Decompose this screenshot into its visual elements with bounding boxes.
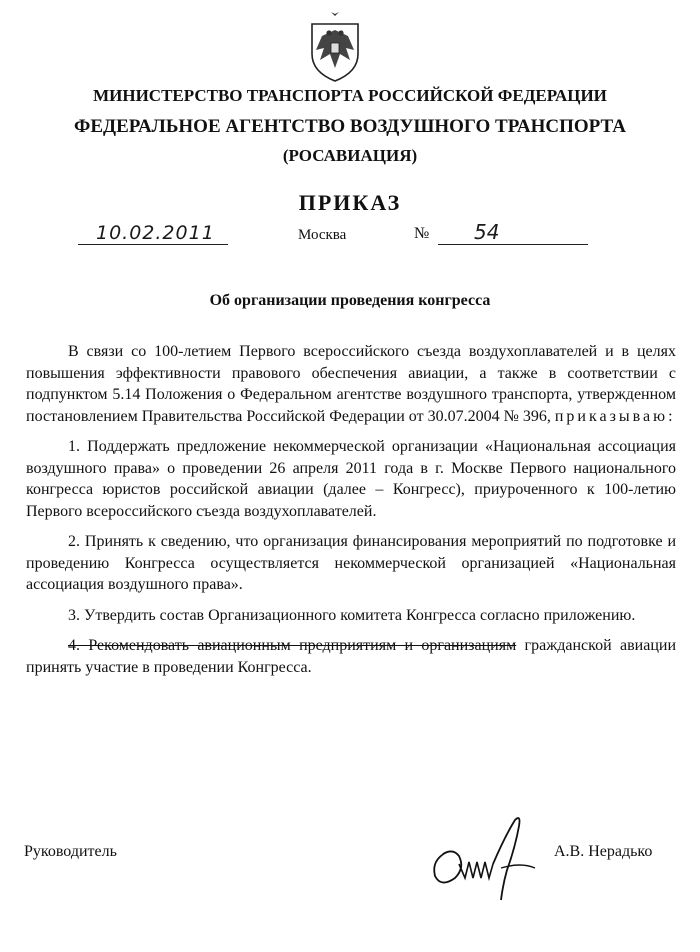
agency-short-name: (РОСАВИАЦИЯ) bbox=[282, 146, 418, 165]
order-item-2: 2. Принять к сведению, что организация финансирования мероприятий по подготовке и проведению Конгресса осуществляется некоммерческой организацией «Национальная ассоциация воздушного права». bbox=[26, 533, 676, 593]
coat-of-arms-emblem bbox=[300, 10, 370, 84]
handwritten-signature bbox=[425, 808, 550, 903]
handwritten-number: 54 bbox=[474, 220, 500, 244]
order-body bbox=[26, 341, 676, 678]
handwritten-date: 10.02.2011 bbox=[96, 222, 215, 244]
order-item-3: 3. Утвердить состав Организационного комитета Конгресса согласно приложению. bbox=[68, 606, 636, 624]
signatory-name: А.В. Нерадько bbox=[554, 843, 653, 860]
item-4-text: гражданской авиации принять участие в проведении Конгресса. bbox=[26, 637, 677, 676]
order-title: Об организации проведения конгресса bbox=[209, 292, 491, 309]
number-underline bbox=[438, 244, 588, 245]
agency-heading: ФЕДЕРАЛЬНОЕ АГЕНТСТВО ВОЗДУШНОГО ТРАНСПОРТА bbox=[74, 116, 626, 137]
number-label: № bbox=[414, 225, 430, 242]
date-underline bbox=[78, 244, 228, 245]
order-word: приказываю: bbox=[554, 407, 676, 425]
preamble-text: В связи со 100-летием Первого всероссийского съезда воздухоплавателей и в целях повышения эффективности правового обеспечения авиации, а также в соответствии с подпунктом 5.14 Положения о Федеральном агентстве воздушного транспорта, утвержденном постановлением Правительства Российской Федерации от 30.07.2004 № 396, bbox=[26, 343, 676, 425]
city-label: Москва bbox=[298, 227, 347, 243]
order-item-1: 1. Поддержать предложение некоммерческой организации «Национальная ассоциация воздушного права» о проведении 26 апреля 2011 года в г. Москве Первого национального конгресса юристов российской авиации (далее – Конгресс), приуроченного к 100-летию Первого всероссийского съезда воздухоплавателей. bbox=[26, 438, 676, 520]
order-item-4 bbox=[26, 635, 676, 678]
preamble-paragraph bbox=[26, 341, 676, 427]
signatory-role: Руководитель bbox=[24, 843, 117, 860]
struck-text: 4. Рекомендовать авиационным предприятиям и организациям bbox=[68, 637, 517, 654]
document-type: ПРИКАЗ bbox=[298, 190, 402, 215]
ministry-heading: МИНИСТЕРСТВО ТРАНСПОРТА РОССИЙСКОЙ ФЕДЕРАЦИИ bbox=[93, 86, 607, 105]
